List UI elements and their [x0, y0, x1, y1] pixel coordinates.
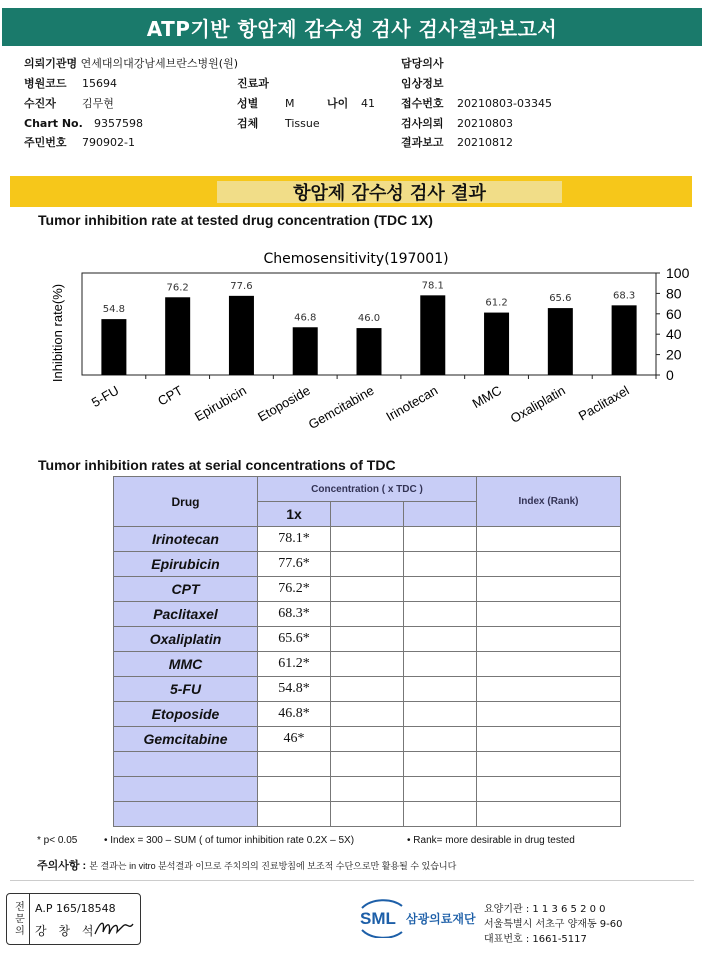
drug-name-cell: Gemcitabine — [114, 727, 258, 752]
table-row — [114, 802, 621, 827]
rate-1x-cell — [258, 777, 331, 802]
drug-name-cell: Etoposide — [114, 702, 258, 727]
table-heading: Tumor inhibition rates at serial concentrations of TDC — [38, 457, 396, 473]
y-tick-label: 100 — [666, 265, 690, 281]
drug-name-cell: Paclitaxel — [114, 602, 258, 627]
p-value-note: * p< 0.05 — [37, 835, 78, 846]
data-label: 68.3 — [612, 290, 636, 302]
y-tick-label: 0 — [666, 367, 674, 383]
y-tick-label: 60 — [666, 305, 682, 322]
empty-cell — [331, 702, 404, 727]
data-label: 61.2 — [485, 297, 508, 309]
bar — [165, 297, 190, 375]
empty-cell — [331, 577, 404, 602]
empty-cell — [404, 752, 477, 777]
request-row: 검사의뢰 20210803 — [401, 117, 513, 130]
x-tick-label: MMC — [469, 382, 505, 412]
rate-1x-cell: 46* — [258, 727, 331, 752]
empty-cell — [477, 652, 621, 677]
empty-cell — [404, 727, 477, 752]
concentration-header: Concentration ( x TDC ) — [258, 477, 477, 502]
table-row — [114, 627, 621, 652]
x-tick-label: Etoposide — [255, 382, 313, 425]
empty-cell — [404, 777, 477, 802]
empty-cell — [477, 527, 621, 552]
rate-1x-cell: 46.8* — [258, 702, 331, 727]
bar — [484, 313, 509, 375]
empty-cell — [404, 802, 477, 827]
drug-results-table — [113, 476, 621, 827]
conc-1x-header: 1x — [258, 502, 331, 527]
empty-cell — [477, 702, 621, 727]
empty-cell — [331, 777, 404, 802]
empty-cell — [477, 802, 621, 827]
empty-cell — [404, 652, 477, 677]
drug-name-cell — [114, 802, 258, 827]
table-row — [114, 777, 621, 802]
data-label: 77.6 — [230, 280, 253, 292]
rate-1x-cell: 61.2* — [258, 652, 331, 677]
bar — [293, 327, 318, 375]
drug-header: Drug — [114, 477, 258, 527]
table-row — [114, 577, 621, 602]
bar — [612, 305, 637, 375]
x-tick-label: Epirubicin — [191, 382, 249, 425]
empty-cell — [477, 727, 621, 752]
pathologist-stamp — [6, 893, 141, 945]
report-title: ATP기반 항암제 감수성 검사 검사결과보고서 — [146, 16, 558, 41]
empty-cell — [477, 677, 621, 702]
rate-1x-cell: 68.3* — [258, 602, 331, 627]
bar — [229, 296, 254, 375]
caution-row: 주의사항 : 본 결과는 in vitro 분석결과 이므로 주치의의 진료방침에 보조적 수단으로만 활용될 수 있습니다 — [37, 860, 457, 872]
specimen-row: 검체 Tissue — [237, 117, 320, 130]
data-label: 46.0 — [357, 313, 381, 325]
report-date-row: 결과보고 20210812 — [401, 136, 513, 149]
empty-cell — [477, 752, 621, 777]
empty-cell — [477, 627, 621, 652]
drug-name-cell: CPT — [114, 577, 258, 602]
empty-cell — [404, 677, 477, 702]
rate-1x-cell — [258, 802, 331, 827]
hospital-code-row: 병원코드 15694 — [24, 77, 117, 90]
chemosensitivity-chart — [0, 230, 704, 455]
empty-cell — [404, 627, 477, 652]
x-tick-label: CPT — [155, 382, 186, 409]
phone: 대표번호 : 1661-5117 — [484, 934, 587, 945]
table-row — [114, 677, 621, 702]
y-tick-label: 80 — [666, 285, 682, 302]
empty-cell — [404, 527, 477, 552]
drug-name-cell: 5-FU — [114, 677, 258, 702]
rate-1x-cell: 76.2* — [258, 577, 331, 602]
institution-row: 의뢰기관명 연세대의대강남세브란스병원(원) — [24, 57, 238, 70]
index-note: • Index = 300 – SUM ( of tumor inhibition rate 0.2X – 5X) — [104, 835, 355, 846]
table-row — [114, 552, 621, 577]
y-axis-label: Inhibition rate(%) — [50, 283, 65, 383]
drug-name-cell — [114, 752, 258, 777]
table-row — [114, 652, 621, 677]
org-name: 삼광의료재단 — [406, 912, 476, 926]
empty-cell — [477, 552, 621, 577]
doctor-row: 담당의사 — [401, 57, 444, 70]
table-row — [114, 752, 621, 777]
drug-name-cell — [114, 777, 258, 802]
reg-no-row: 주민번호 790902-1 — [24, 136, 135, 149]
empty-cell — [331, 552, 404, 577]
chart-title: Chemosensitivity(197001) — [263, 251, 449, 267]
empty-cell — [331, 727, 404, 752]
sml-logo — [358, 898, 478, 942]
empty-cell — [331, 802, 404, 827]
footer-divider — [10, 880, 694, 881]
index-header: Index (Rank) — [477, 477, 621, 527]
empty-cell — [404, 577, 477, 602]
signature-icon — [93, 916, 137, 940]
y-tick-label: 40 — [666, 326, 682, 343]
empty-cell — [477, 777, 621, 802]
address: 서울특별시 서초구 양재동 9-60 — [484, 919, 623, 930]
data-label: 54.8 — [102, 304, 126, 316]
institution-code: 요양기관 : 1 1 3 6 5 2 0 0 — [484, 904, 606, 915]
empty-cell — [331, 677, 404, 702]
empty-cell — [477, 602, 621, 627]
empty-cell — [331, 752, 404, 777]
chart-no-row: Chart No. 9357598 — [24, 117, 143, 130]
bar — [101, 319, 126, 375]
drug-name-cell: MMC — [114, 652, 258, 677]
clinical-row: 임상정보 — [401, 77, 444, 90]
empty-cell — [404, 552, 477, 577]
table-row — [114, 727, 621, 752]
data-label: 76.2 — [166, 282, 189, 294]
logo-text: SML — [360, 909, 396, 928]
section-title: 항암제 감수성 검사 결과 — [217, 181, 562, 203]
chart-heading: Tumor inhibition rate at tested drug concentration (TDC 1X) — [38, 212, 433, 228]
x-tick-label: Gemcitabine — [305, 382, 377, 433]
x-tick-label: Paclitaxel — [575, 382, 632, 424]
rate-1x-cell: 54.8* — [258, 677, 331, 702]
x-tick-label: Oxaliplatin — [507, 382, 568, 426]
x-tick-label: Irinotecan — [383, 382, 441, 425]
empty-cell — [404, 702, 477, 727]
empty-cell — [331, 652, 404, 677]
drug-name-cell: Oxaliplatin — [114, 627, 258, 652]
data-label: 78.1 — [421, 280, 444, 292]
data-label: 46.8 — [294, 312, 317, 324]
conc-col2-header — [331, 502, 404, 527]
sex-age-row: 성별 M 나이 41 — [237, 97, 375, 110]
dept-row: 진료과 — [237, 77, 269, 90]
rate-1x-cell — [258, 752, 331, 777]
data-label: 65.6 — [549, 293, 572, 305]
bar — [548, 308, 573, 375]
drug-name-cell: Epirubicin — [114, 552, 258, 577]
stamp-name: 강 창 석 — [35, 924, 98, 938]
rate-1x-cell: 65.6* — [258, 627, 331, 652]
rate-1x-cell: 78.1* — [258, 527, 331, 552]
x-tick-label: 5-FU — [88, 382, 122, 411]
bar — [420, 295, 445, 375]
y-tick-label: 20 — [666, 346, 682, 363]
report-title-bar — [2, 8, 702, 46]
sml-logo-icon — [358, 898, 478, 938]
bar — [357, 328, 382, 375]
receipt-row: 접수번호 20210803-03345 — [401, 97, 552, 110]
empty-cell — [404, 602, 477, 627]
examinee-row: 수진자 김무현 — [24, 97, 114, 110]
drug-name-cell: Irinotecan — [114, 527, 258, 552]
table-row — [114, 702, 621, 727]
empty-cell — [331, 527, 404, 552]
empty-cell — [331, 627, 404, 652]
conc-col3-header — [404, 502, 477, 527]
rate-1x-cell: 77.6* — [258, 552, 331, 577]
rank-note: • Rank= more desirable in drug tested — [407, 835, 575, 846]
stamp-label: 전문의 — [7, 894, 30, 944]
table-row — [114, 602, 621, 627]
table-row — [114, 527, 621, 552]
empty-cell — [477, 577, 621, 602]
empty-cell — [331, 602, 404, 627]
stamp-license: A.P 165/18548 — [35, 902, 116, 915]
